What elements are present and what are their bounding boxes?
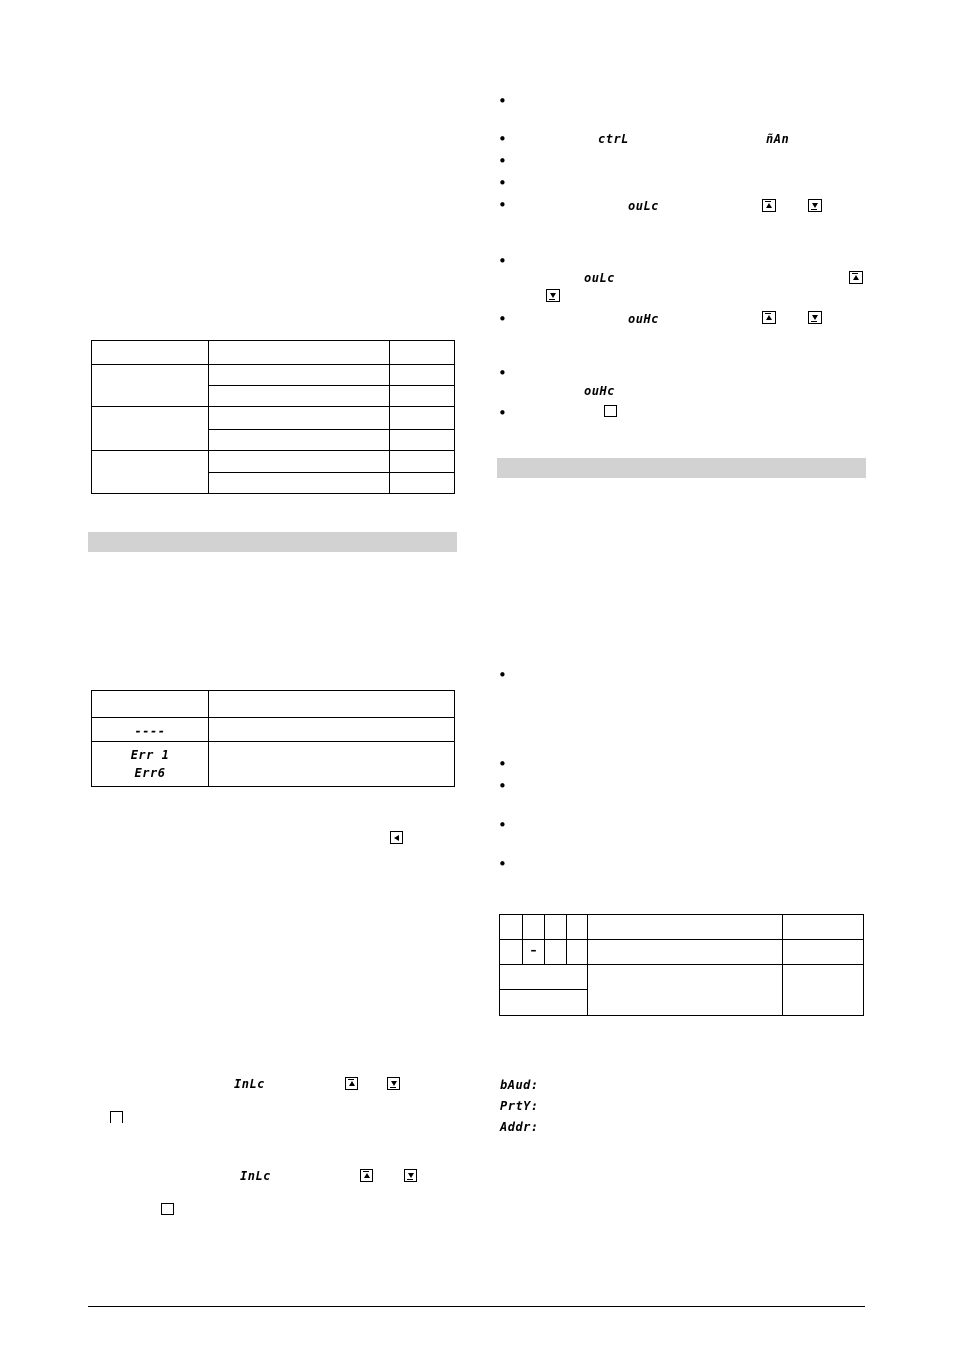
bullet-icon: • [498,174,507,192]
table-cell [209,429,390,450]
bullet-icon: • [498,310,507,328]
up-key-icon [345,1077,358,1090]
bullet-icon: • [498,666,507,684]
table-cell [390,450,455,472]
table-cell [500,940,523,965]
open-box-icon [110,1111,123,1123]
table-cell [209,691,455,718]
table-cell [588,915,783,940]
minus-sign: – [530,942,537,957]
bullet-icon: • [498,816,507,834]
table-cell [92,341,209,365]
inlc-code: InLc [240,1169,271,1183]
down-key-icon [387,1077,400,1090]
table-cell [500,915,523,940]
table-cell [390,341,455,365]
table-cell [92,450,209,493]
bullet-icon: • [498,777,507,795]
bullet-icon: • [498,196,507,214]
up-key-icon [849,271,863,284]
table-cell [588,965,783,1016]
down-key-icon [808,311,822,324]
communication-table [499,914,864,1016]
err6-code: Err6 [134,766,166,780]
table-cell [523,915,545,940]
man-code: ñAn [766,132,790,146]
err1-code: Err 1 [130,748,170,762]
bullet-icon: • [498,92,507,110]
outc-code: ouLc [628,199,659,213]
bullet-icon: • [498,404,507,422]
down-key-icon [404,1169,417,1182]
address-code: Addr: [500,1120,539,1134]
table-cell [209,386,390,407]
table-cell [390,386,455,407]
down-key-icon [546,289,560,302]
table-cell [92,742,209,787]
bullet-icon: • [498,152,507,170]
outc-code: ouLc [584,271,615,285]
left-key-icon [390,831,403,844]
table-cell [209,341,390,365]
table-cell [390,365,455,386]
table-cell [92,691,209,718]
table-cell [783,915,864,940]
table-cell [209,365,390,386]
baud-code: bAud: [500,1078,539,1092]
table-cell [209,407,390,429]
table-cell [209,450,390,472]
table-cell [390,472,455,493]
table-cell [209,472,390,493]
parity-code: PrtY: [500,1099,539,1113]
bullet-icon: • [498,252,507,270]
dashes-code: ---- [134,724,166,738]
inlc-code: InLc [234,1077,265,1091]
up-key-icon [360,1169,373,1182]
down-key-icon [808,199,822,212]
bullet-icon: • [498,855,507,873]
bullet-icon: • [498,130,507,148]
table-cell [500,965,588,990]
parameter-table [91,340,455,494]
table-cell [567,915,588,940]
table-cell [783,965,864,1016]
empty-box-icon [161,1203,174,1215]
ouhc-code: ouHc [628,312,659,326]
table-cell [567,940,588,965]
table-cell [783,940,864,965]
table-cell [390,407,455,429]
table-cell [545,940,567,965]
table-cell [500,990,588,1016]
table-cell [588,940,783,965]
table-cell [209,718,455,742]
table-cell [92,365,209,407]
empty-box-icon [604,405,617,417]
bullet-icon: • [498,364,507,382]
table-cell [92,407,209,450]
up-key-icon [762,311,776,324]
table-cell [545,915,567,940]
bullet-icon: • [498,755,507,773]
error-table [91,690,455,787]
table-cell [92,718,209,742]
ctrl-code: ctrL [598,132,629,146]
up-key-icon [762,199,776,212]
table-cell [523,940,545,965]
table-cell [390,429,455,450]
section-header-bar [497,458,866,478]
footer-rule [88,1306,865,1307]
section-header-bar [88,532,457,552]
table-cell [209,742,455,787]
ouhc-code: ouHc [584,384,615,398]
